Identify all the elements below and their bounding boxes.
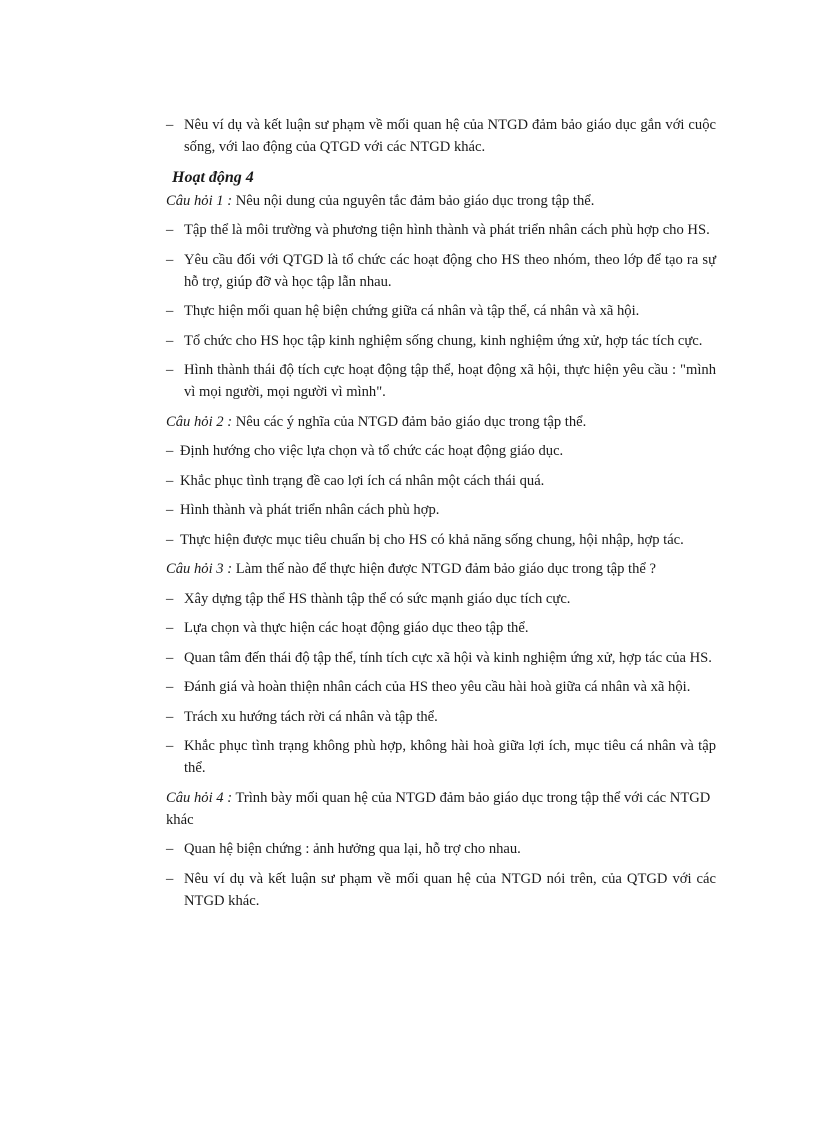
section-heading: Hoạt động 4 (172, 168, 254, 186)
bullet-text: Hình thành và phát triển nhân cách phù hợp. (180, 502, 440, 518)
q1-bullet-3 (166, 300, 716, 322)
q1-bullet-1 (166, 219, 716, 241)
question-text: Làm thế nào để thực hiện được NTGD đảm bảo giáo dục trong tập thể ? (235, 561, 657, 577)
bullet-text: Quan tâm đến thái độ tập thể, tính tích cực xã hội và kinh nghiệm ứng xử, hợp tác của HS. (184, 649, 712, 666)
bullet-text: Tổ chức cho HS học tập kinh nghiệm sống chung, kinh nghiệm ứng xử, hợp tác tích cực. (184, 332, 703, 349)
question-3 (166, 558, 716, 580)
q3-bullet-5 (166, 706, 716, 728)
question-1 (166, 190, 716, 212)
bullet-text: Lựa chọn và thực hiện các hoạt động giáo dục theo tập thể. (184, 620, 529, 636)
dash-mark: – (166, 870, 174, 887)
question-label: Câu hỏi 3 : (166, 561, 233, 577)
q2-bullet-3 (166, 499, 716, 521)
q4-bullet-2 (166, 868, 716, 912)
bullet-text: Thực hiện được mục tiêu chuẩn bị cho HS có khả năng sống chung, hội nhập, hợp tác. (180, 531, 684, 548)
dash-mark: – (166, 738, 174, 754)
dash-mark: – (166, 222, 174, 238)
question-text: Nêu các ý nghĩa của NTGD đảm bảo giáo dục trong tập thể. (235, 413, 587, 430)
question-label: Câu hỏi 2 : (166, 413, 233, 430)
dash-mark: – (166, 620, 174, 636)
bullet-text: Yêu cầu đối với QTGD là tổ chức các hoạt động cho HS theo nhóm, theo lớp để tạo ra sự hỗ trợ, giúp đỡ và học tập lẫn nhau. (184, 251, 716, 290)
q2-bullet-1 (166, 440, 716, 462)
question-label: Câu hỏi 1 : (166, 192, 233, 209)
q3-bullet-1 (166, 588, 716, 610)
question-label: Câu hỏi 4 : (166, 789, 233, 806)
q3-bullet-2 (166, 617, 716, 639)
dash-mark: – (166, 332, 174, 349)
bullet-text: Định hướng cho việc lựa chọn và tổ chức các hoạt động giáo dục. (180, 443, 564, 459)
q1-bullet-4 (166, 330, 716, 352)
q3-bullet-3 (166, 647, 716, 669)
dash-mark: – (166, 590, 174, 607)
dash-mark: – (166, 841, 174, 857)
dash-mark: – (166, 117, 174, 133)
q4-bullet-1 (166, 838, 716, 860)
q1-bullet-5 (166, 359, 716, 403)
q1-bullet-2 (166, 249, 716, 293)
q2-bullet-2 (166, 470, 716, 492)
document-page (166, 114, 716, 919)
dash-mark: – (166, 531, 174, 548)
bullet-text: Nêu ví dụ và kết luận sư phạm về mối quan hệ của NTGD nói trên, của QTGD với các NTGD khác. (184, 870, 716, 909)
bullet-text: Hình thành thái độ tích cực hoạt động tập thể, hoạt động xã hội, thực hiện yêu cầu : "mình vì mọi người, mọi người vì mình". (184, 362, 716, 400)
q3-bullet-4 (166, 676, 716, 698)
intro-bullet (166, 114, 716, 158)
bullet-text: Tập thể là môi trường và phương tiện hình thành và phát triển nhân cách phù hợp cho HS. (184, 222, 710, 238)
dash-mark: – (166, 502, 174, 518)
dash-mark: – (166, 303, 174, 319)
q2-bullet-4 (166, 529, 716, 551)
bullet-text: Nêu ví dụ và kết luận sư phạm về mối quan hệ của NTGD đảm bảo giáo dục gắn với cuộc sống, với lao động của QTGD với các NTGD khác. (184, 117, 716, 155)
dash-mark: – (166, 708, 174, 725)
question-text: Nêu nội dung của nguyên tắc đảm bảo giáo dục trong tập thể. (235, 192, 595, 209)
bullet-text: Quan hệ biện chứng : ảnh hưởng qua lại, hỗ trợ cho nhau. (184, 841, 521, 857)
bullet-text: Đánh giá và hoàn thiện nhân cách của HS theo yêu cầu hài hoà giữa cá nhân và xã hội. (184, 679, 691, 695)
dash-mark: – (166, 472, 174, 489)
bullet-text: Khắc phục tình trạng không phù hợp, không hài hoà giữa lợi ích, mục tiêu cá nhân và tập thể. (184, 738, 716, 776)
bullet-text: Xây dựng tập thể HS thành tập thể có sức mạnh giáo dục tích cực. (184, 590, 571, 607)
question-text: Trình bày mối quan hệ của NTGD đảm bảo giáo dục trong tập thể với các NTGD khác (166, 789, 711, 828)
bullet-text: Khắc phục tình trạng đề cao lợi ích cá nhân một cách thái quá. (180, 472, 545, 489)
question-4 (166, 787, 716, 831)
bullet-text: Thực hiện mối quan hệ biện chứng giữa cá nhân và tập thể, cá nhân và xã hội. (184, 303, 640, 319)
q3-bullet-6 (166, 735, 716, 779)
bullet-text: Trách xu hướng tách rời cá nhân và tập thể. (184, 708, 438, 725)
dash-mark: – (166, 362, 174, 378)
question-2 (166, 411, 716, 433)
dash-mark: – (166, 649, 174, 666)
dash-mark: – (166, 443, 174, 459)
dash-mark: – (166, 679, 174, 695)
dash-mark: – (166, 251, 174, 268)
